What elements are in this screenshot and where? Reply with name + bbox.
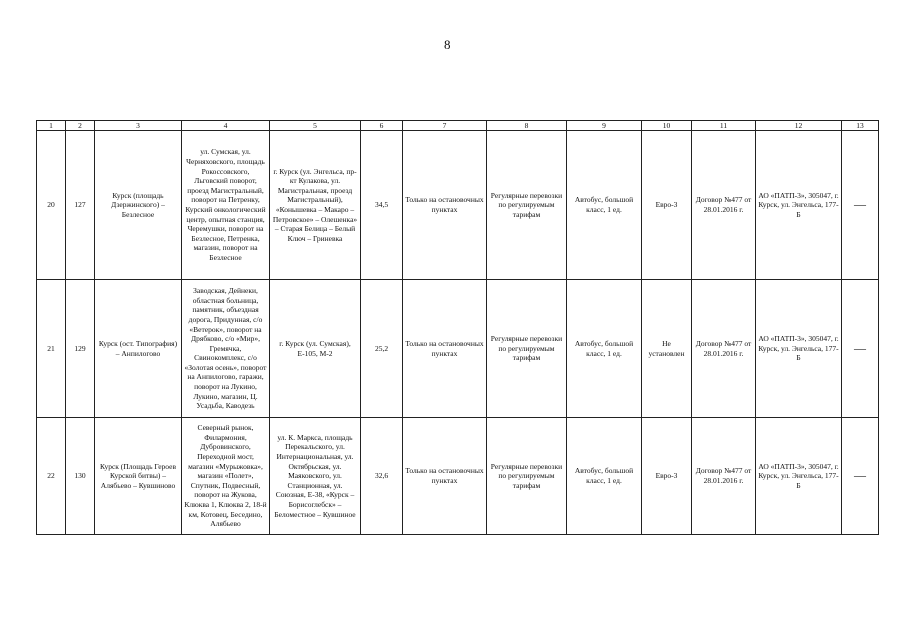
- route-number: 127: [66, 131, 95, 280]
- column-number: 9: [567, 121, 642, 131]
- route-name: Курск (ост. Типография) – Анпилогово: [95, 280, 182, 418]
- note-cell: —: [842, 280, 879, 418]
- route-name: Курск (площадь Дзержинского) – Безлесное: [95, 131, 182, 280]
- transport-type: Регулярные перевозки по регулируемым тарифам: [487, 131, 567, 280]
- table-row: [37, 418, 879, 535]
- route-name: Курск (Площадь Героев Курской битвы) – Алябьево – Кувшиново: [95, 418, 182, 535]
- column-number: 8: [487, 121, 567, 131]
- column-number: 7: [403, 121, 487, 131]
- table-row: [37, 280, 879, 418]
- route-length: 32,6: [361, 418, 403, 535]
- note-cell: —: [842, 131, 879, 280]
- route-number: 129: [66, 280, 95, 418]
- route-stops: Заводская, Дейнеки, областная больница, памятник, объездная дорога, Придунная, с/о «Ветерок», поворот на Дрябково, с/о «Мир», Гремячка, Свинокомплекс, с/о «Золотая осень», поворот на Анпилогово, гаражи, поворот на Лукино, Лукино, магазин, Ц. Усадьба, Каводезь: [182, 280, 270, 418]
- column-number: 12: [756, 121, 842, 131]
- table-row: [37, 131, 879, 280]
- column-number: 6: [361, 121, 403, 131]
- contract-info: Договор №477 от 28.01.2016 г.: [692, 418, 756, 535]
- stop-order: Только на остановочных пунктах: [403, 418, 487, 535]
- carrier-info: АО «ПАТП-3», 305047, г. Курск, ул. Энгельса, 177-Б: [756, 418, 842, 535]
- transport-type: Регулярные перевозки по регулируемым тарифам: [487, 418, 567, 535]
- row-number: 20: [37, 131, 66, 280]
- vehicle-info: Автобус, большой класс, 1 ед.: [567, 418, 642, 535]
- note-cell: —: [842, 418, 879, 535]
- transport-type: Регулярные перевозки по регулируемым тарифам: [487, 280, 567, 418]
- column-number: 13: [842, 121, 879, 131]
- contract-info: Договор №477 от 28.01.2016 г.: [692, 131, 756, 280]
- column-number: 3: [95, 121, 182, 131]
- route-length: 25,2: [361, 280, 403, 418]
- contract-info: Договор №477 от 28.01.2016 г.: [692, 280, 756, 418]
- route-stops: ул. Сумская, ул. Черняховского, площадь Рокоссовского, Льговский поворот, проезд Магистральный, поворот на Петренку, Курский онкологический центр, опытная станция, Черемушки, поворот на Безлесное, Петренка, магазин, поворот на Безлесное: [182, 131, 270, 280]
- route-streets: ул. К. Маркса, площадь Перекальского, ул. Интернациональная, ул. Октябрьская, ул. Маяковского, ул. Станционная, ул. Союзная, Е-38, «Курск – Борисоглебск» – Беломестное – Кувшиное: [270, 418, 361, 535]
- page-number: 8: [444, 37, 451, 52]
- eco-class: Не установлен: [642, 280, 692, 418]
- route-streets: г. Курск (ул. Сумская), Е-105, М-2: [270, 280, 361, 418]
- row-number: 22: [37, 418, 66, 535]
- route-stops: Северный рынок, Филармония, Дубровинского, Переходной мост, магазин «Мурыжовка», магазин «Полет», Спутник, Подвесный, поворот на Жукова, Клюква 1, Клюква 2, 18-й км, Котовец, Беседино, Алябьево: [182, 418, 270, 535]
- route-length: 34,5: [361, 131, 403, 280]
- column-number: 11: [692, 121, 756, 131]
- carrier-info: АО «ПАТП-3», 305047, г. Курск, ул. Энгельса, 177-Б: [756, 280, 842, 418]
- route-streets: г. Курск (ул. Энгельса, пр-кт Кулакова, ул. Магистральная, проезд Магистральный), «Конышевка – Макаро – Петровское» – Олешенка» – Старая Белица – Белый Ключ – Гриневка: [270, 131, 361, 280]
- vehicle-info: Автобус, большой класс, 1 ед.: [567, 280, 642, 418]
- vehicle-info: Автобус, большой класс, 1 ед.: [567, 131, 642, 280]
- route-number: 130: [66, 418, 95, 535]
- stop-order: Только на остановочных пунктах: [403, 131, 487, 280]
- column-number-row: [37, 121, 879, 131]
- eco-class: Евро-3: [642, 131, 692, 280]
- row-number: 21: [37, 280, 66, 418]
- routes-table: [36, 120, 879, 535]
- column-number: 10: [642, 121, 692, 131]
- stop-order: Только на остановочных пунктах: [403, 280, 487, 418]
- column-number: 1: [37, 121, 66, 131]
- column-number: 5: [270, 121, 361, 131]
- column-number: 4: [182, 121, 270, 131]
- column-number: 2: [66, 121, 95, 131]
- carrier-info: АО «ПАТП-3», 305047, г. Курск, ул. Энгельса, 177-Б: [756, 131, 842, 280]
- eco-class: Евро-3: [642, 418, 692, 535]
